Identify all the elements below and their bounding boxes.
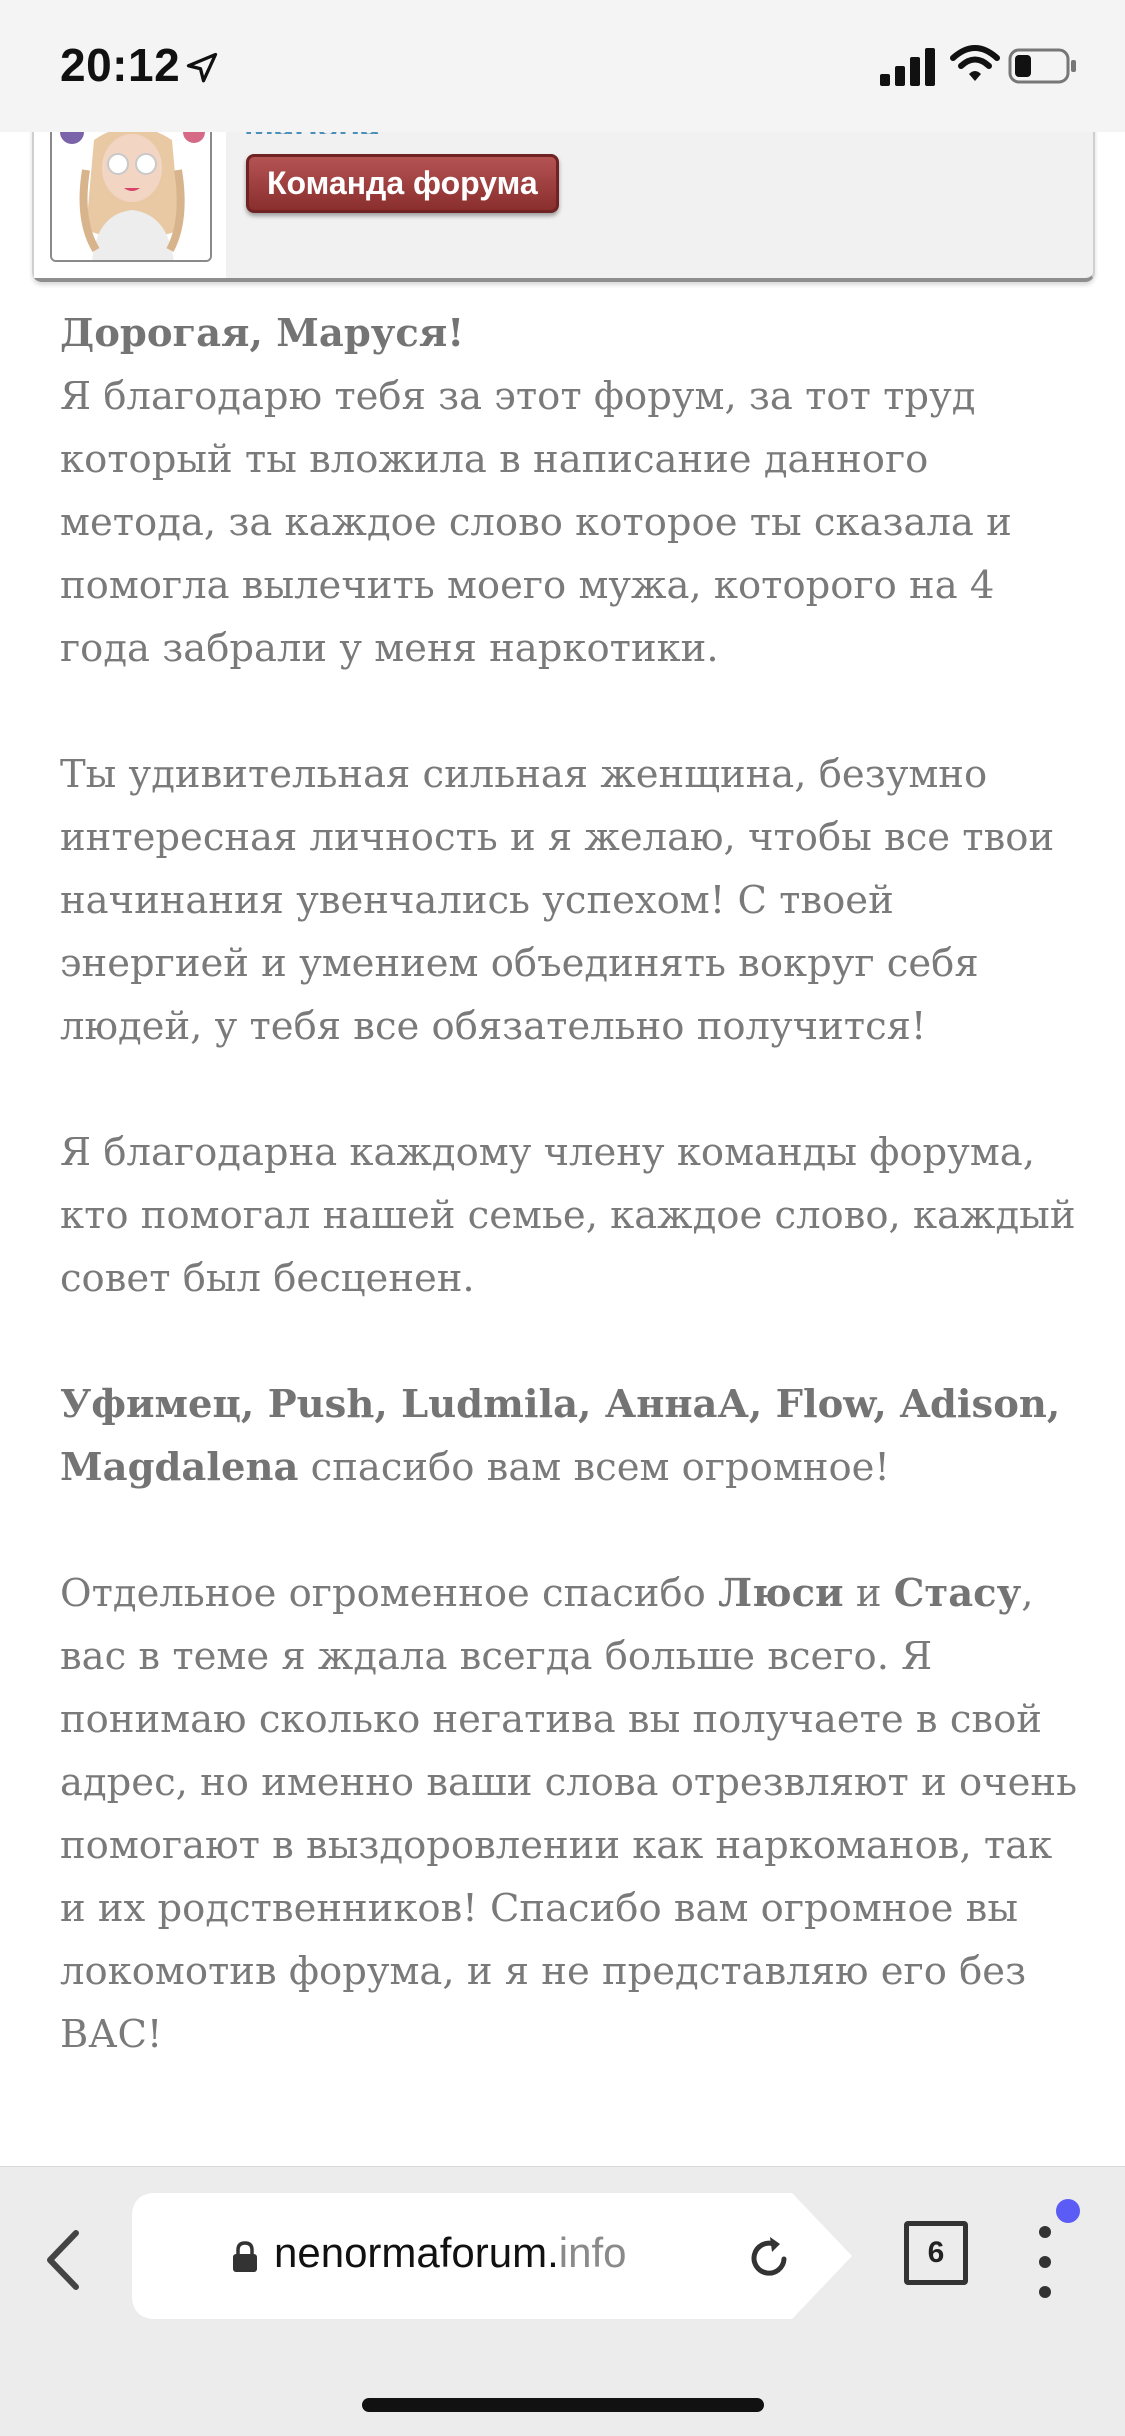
post-paragraph [60,1373,1080,1499]
post-text: Я благодарна каждому члену команды форума, кто помогал нашей семье, каждое слово, каждый совет был бесценен. [60,1130,1076,1301]
reload-icon[interactable] [744,2233,794,2283]
cellular-signal-icon [880,48,936,86]
post-text: Ты удивительная сильная женщина, безумно интересная личность и я желаю, чтобы все твои начинания увенчались успехом! С твоей энергией и умением объединять вокруг себя людей, у тебя все обязательно получится! [60,752,1055,1049]
avatar-illustration [52,110,212,262]
thanked-members: Уфимец, Push, Ludmila, АннаА, Flow, Adison, Magdalena [60,1382,1061,1490]
notification-dot [1056,2199,1080,2223]
post-paragraph [60,743,1080,1058]
location-arrow-icon [184,50,220,86]
post-paragraph [60,1121,1080,1310]
avatar-column [34,110,226,278]
post-content [60,302,1080,2129]
tab-switcher-button[interactable]: 6 [904,2221,968,2285]
home-indicator[interactable] [362,2398,764,2412]
more-menu-icon[interactable] [1030,2217,1060,2307]
post-text: Отдельное огроменное спасибо [60,1571,719,1616]
post-paragraph [60,1562,1080,2066]
post-text: Я благодарю тебя за этот форум, за тот труд который ты вложила в написание данного метода, за каждое слово которое ты сказала и помогла вылечить моего мужа, которого на 4 года забрали у меня наркотики. [60,374,1012,671]
address-bar[interactable] [132,2193,852,2319]
wifi-icon [950,44,1000,84]
url-domain: nenormaforum. [274,2229,559,2276]
browser-toolbar [0,2166,1125,2436]
role-badge: Команда форума [246,154,559,213]
avatar[interactable] [50,110,212,262]
battery-icon [1008,47,1078,85]
lock-icon [232,2241,258,2273]
post-text: и [843,1571,894,1616]
post-author-card [32,110,1095,282]
post-greeting: Дорогая, Маруся! [60,311,465,356]
status-bar [0,0,1125,132]
url-tld: info [558,2229,627,2276]
status-time: 20:12 [60,39,181,91]
thanked-member-name: Стасу [893,1571,1022,1616]
post-paragraph [60,302,1080,680]
post-text: спасибо вам всем огромное! [298,1445,890,1490]
post-text: , вас в теме я ждала всегда больше всего. Я понимаю сколько негатива вы получаете в свой адрес, но именно ваши слова отрезвляют и очень помогают в выздоровлении как наркоманов, так и их родственников! Спасибо вам огромное вы локомотив форума, и я не представляю его без ВАС! [60,1571,1078,2057]
url-text[interactable] [274,2229,627,2277]
back-arrow-icon[interactable] [40,2225,90,2295]
thanked-member-name: Люси [718,1571,844,1616]
